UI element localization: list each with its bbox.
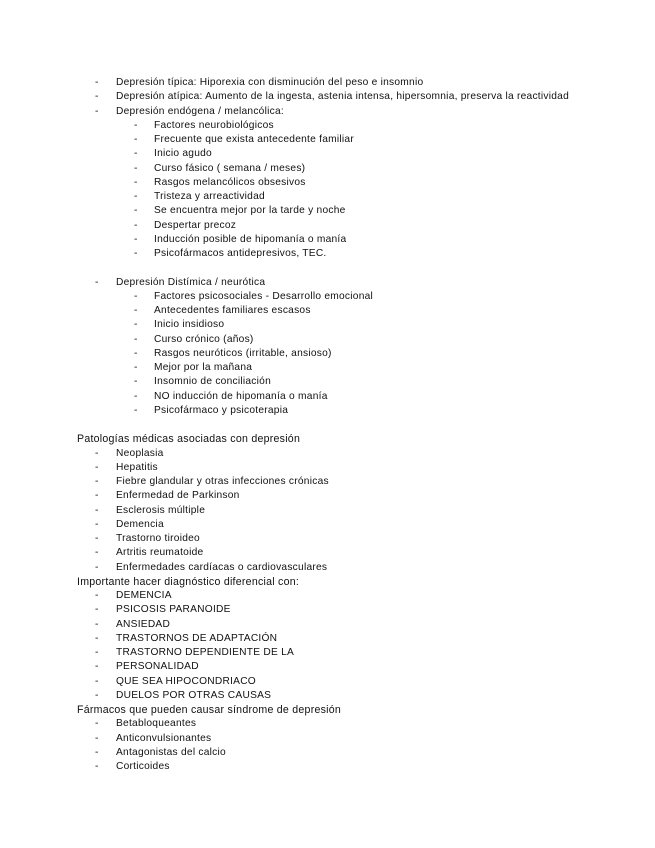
list-item — [0, 603, 655, 617]
blank-line — [0, 261, 655, 275]
list-item — [0, 746, 655, 760]
bullet-dash: - — [134, 119, 138, 131]
list-item — [0, 461, 655, 475]
bullet-dash: - — [134, 233, 138, 245]
differential-section-title: Importante hacer diagnóstico diferencial con: — [77, 575, 300, 588]
drugs-section-title: Fármacos que pueden causar síndrome de depresión — [77, 704, 342, 716]
bullet-dash: - — [134, 205, 138, 217]
list-item — [0, 618, 655, 632]
sub-list-item — [0, 119, 655, 133]
sub-item-text: Inicio agudo — [154, 148, 212, 160]
bullet-dash: - — [134, 390, 138, 402]
list-item — [0, 675, 655, 689]
sub-item-text: Curso crónico (años) — [154, 333, 254, 345]
bullet-dash: - — [134, 362, 138, 373]
sub-list-item — [0, 176, 655, 190]
sub-item-text: Psicofármaco y psicoterapia — [154, 404, 289, 416]
sub-item-text: Inducción posible de hipomanía o manía — [154, 233, 347, 245]
bullet-dash: - — [95, 647, 99, 658]
bullet-dash: - — [95, 761, 99, 772]
list-item — [0, 489, 655, 503]
sub-list-item — [0, 390, 655, 404]
list-item — [0, 90, 655, 104]
depresion-atipica-text: Depresión atípica: Aumento de la ingesta, astenia intensa, hipersomnia, preserva la reactividad — [116, 91, 570, 103]
bullet-dash: - — [95, 490, 99, 502]
list-item — [0, 504, 655, 518]
list-item — [0, 646, 655, 660]
sub-list-item — [0, 233, 655, 247]
bullet-dash: - — [95, 533, 99, 544]
sub-item-text: Inicio insidioso — [154, 319, 225, 331]
bullet-dash: - — [134, 191, 138, 202]
list-item — [0, 561, 655, 575]
bullet-dash: - — [95, 504, 99, 516]
item-text: PSICOSIS PARANOIDE — [116, 604, 231, 616]
bullet-dash: - — [134, 176, 138, 188]
item-text: QUE SEA HIPOCONDRIACO — [116, 675, 256, 687]
list-item — [0, 660, 655, 674]
sub-list-item — [0, 375, 655, 389]
document-body — [0, 76, 655, 774]
sub-item-text: Despertar precoz — [154, 219, 237, 231]
item-text: Demencia — [116, 518, 164, 530]
bullet-dash: - — [95, 105, 99, 117]
bullet-dash: - — [95, 476, 99, 487]
item-text: Neoplasia — [116, 447, 164, 459]
bullet-dash: - — [95, 461, 99, 473]
sub-item-text: NO inducción de hipomanía o manía — [154, 390, 328, 402]
sub-list-item — [0, 361, 655, 375]
list-item — [0, 475, 655, 489]
bullet-dash: - — [95, 604, 99, 616]
item-text: Esclerosis múltiple — [116, 504, 206, 516]
item-text: Enfermedad de Parkinson — [116, 490, 240, 502]
sub-item-text: Tristeza y arreactividad — [154, 191, 265, 202]
item-text: ANSIEDAD — [116, 618, 171, 630]
list-item — [0, 76, 655, 90]
sub-item-text: Insomnio de conciliación — [154, 376, 271, 388]
bullet-dash: - — [134, 376, 138, 388]
sub-list-item — [0, 190, 655, 204]
bullet-dash: - — [95, 447, 99, 459]
sub-item-text: Factores neurobiológicos — [154, 119, 274, 131]
sub-item-text: Se encuentra mejor por la tarde y noche — [154, 205, 346, 217]
bullet-dash: - — [95, 746, 99, 758]
sub-item-text: Antecedentes familiares escasos — [154, 305, 311, 316]
sub-list-item — [0, 133, 655, 147]
bullet-dash: - — [95, 732, 99, 744]
sub-list-item — [0, 147, 655, 161]
bullet-dash: - — [134, 162, 138, 174]
bullet-dash: - — [134, 134, 138, 145]
bullet-dash: - — [134, 248, 138, 259]
item-text: Corticoides — [116, 761, 170, 772]
sub-item-text: Mejor por la mañana — [154, 362, 253, 373]
sub-item-text: Psicofármacos antidepresivos, TEC. — [154, 248, 327, 259]
list-item — [0, 760, 655, 774]
sub-list-item — [0, 333, 655, 347]
bullet-dash: - — [134, 404, 138, 416]
item-text: TRASTORNO DEPENDIENTE DE LA — [116, 647, 295, 658]
bullet-dash: - — [95, 518, 99, 530]
item-text: Betabloqueantes — [116, 718, 197, 730]
bullet-dash: - — [95, 718, 99, 730]
list-item — [0, 518, 655, 532]
item-text: Fiebre glandular y otras infecciones crónicas — [116, 476, 329, 487]
item-text: PERSONALIDAD — [116, 661, 199, 673]
bullet-dash: - — [134, 347, 138, 359]
bullet-dash: - — [95, 689, 99, 701]
sub-item-text: Rasgos melancólicos obsesivos — [154, 176, 306, 188]
sub-list-item — [0, 204, 655, 218]
sub-item-text: Frecuente que exista antecedente familiar — [154, 134, 354, 145]
bullet-dash: - — [134, 148, 138, 160]
list-item — [0, 105, 655, 119]
bullet-dash: - — [134, 290, 138, 302]
bullet-dash: - — [134, 319, 138, 331]
sub-list-item — [0, 247, 655, 261]
bullet-dash: - — [95, 632, 99, 644]
list-item — [0, 717, 655, 731]
blank-line — [0, 418, 655, 432]
item-text: Anticonvulsionantes — [116, 732, 212, 744]
list-item — [0, 532, 655, 546]
depresion-endogena-title: Depresión endógena / melancólica: — [116, 105, 284, 117]
item-text: DUELOS POR OTRAS CAUSAS — [116, 689, 272, 701]
sub-list-item — [0, 404, 655, 418]
bullet-dash: - — [95, 590, 99, 601]
bullet-dash: - — [95, 77, 99, 88]
list-item — [0, 689, 655, 703]
bullet-dash: - — [95, 675, 99, 687]
list-item — [0, 276, 655, 290]
item-text: Enfermedades cardíacas o cardiovasculares — [116, 561, 328, 573]
sub-list-item — [0, 304, 655, 318]
bullet-dash: - — [134, 219, 138, 231]
list-item — [0, 589, 655, 603]
sub-item-text: Curso fásico ( semana / meses) — [154, 162, 306, 174]
sub-item-text: Factores psicosociales - Desarrollo emocional — [154, 290, 374, 302]
bullet-dash: - — [95, 661, 99, 673]
bullet-dash: - — [95, 618, 99, 630]
bullet-dash: - — [134, 305, 138, 316]
section-heading — [0, 575, 655, 589]
item-text: Antagonistas del calcio — [116, 746, 226, 758]
bullet-dash: - — [95, 276, 99, 288]
bullet-dash: - — [95, 547, 99, 559]
section-heading — [0, 432, 655, 446]
list-item — [0, 732, 655, 746]
section-heading — [0, 703, 655, 717]
sub-list-item — [0, 318, 655, 332]
bullet-dash: - — [95, 91, 99, 103]
sub-item-text: Rasgos neuróticos (irritable, ansioso) — [154, 347, 332, 359]
sub-list-item — [0, 290, 655, 304]
item-text: Artritis reumatoide — [116, 547, 204, 559]
depresion-distimica-title: Depresión Distímica / neurótica — [116, 276, 266, 288]
item-text: DEMENCIA — [116, 590, 172, 601]
list-item — [0, 447, 655, 461]
sub-list-item — [0, 162, 655, 176]
item-text: Trastorno tiroideo — [116, 533, 200, 544]
item-text: TRASTORNOS DE ADAPTACIÓN — [116, 632, 278, 644]
bullet-dash: - — [134, 333, 138, 345]
sub-list-item — [0, 219, 655, 233]
list-item — [0, 632, 655, 646]
medical-section-title: Patologías médicas asociadas con depresión — [77, 433, 301, 446]
item-text: Hepatitis — [116, 461, 158, 473]
depresion-tipica-text: Depresión típica: Hiporexia con disminución del peso e insomnio — [116, 77, 424, 88]
sub-list-item — [0, 347, 655, 361]
bullet-dash: - — [95, 561, 99, 573]
list-item — [0, 546, 655, 560]
